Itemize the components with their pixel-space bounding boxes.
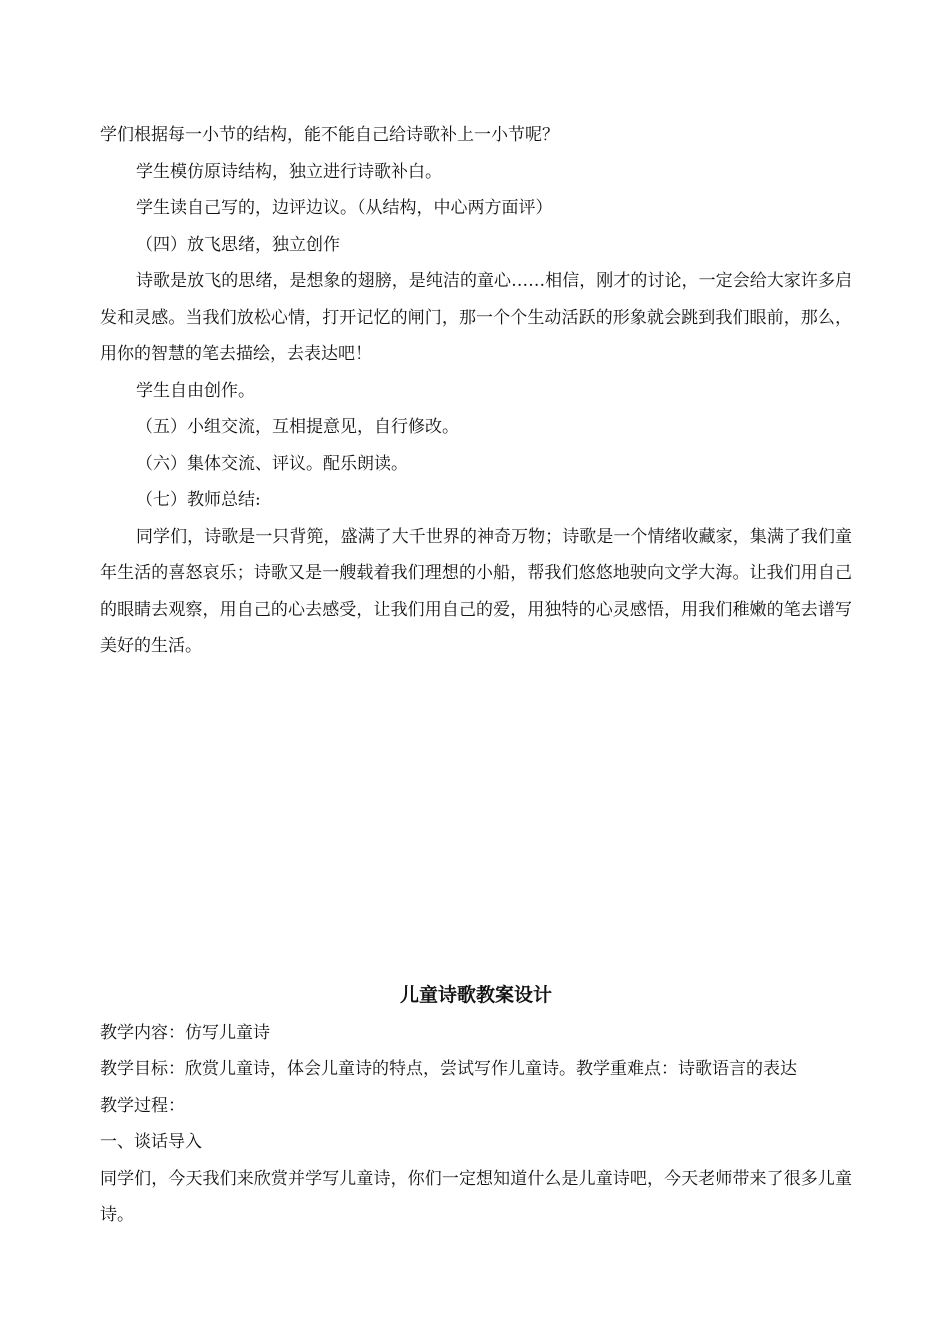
- lesson-title: 儿童诗歌教案设计: [399, 983, 552, 1006]
- paragraph: （六）集体交流、评议。配乐朗读。: [136, 453, 408, 474]
- paragraph: 教学内容：仿写儿童诗: [100, 1022, 270, 1043]
- lesson-plan-section: [100, 1015, 852, 1234]
- paragraph: 学生自由创作。: [136, 380, 255, 401]
- paragraph: 学生模仿原诗结构，独立进行诗歌补白。: [136, 161, 442, 182]
- previous-lesson-section: [100, 117, 852, 665]
- paragraph: 诗歌是放飞的思绪，是想象的翅膀，是纯洁的童心……相信，刚才的讨论，一定会给大家许多启发和灵感。当我们放松心情，打开记忆的闸门，那一个个生动活跃的形象就会跳到我们眼前，那么，用你的智慧的笔去描绘，去表达吧！: [100, 271, 852, 364]
- paragraph: 一、谈话导入: [100, 1132, 202, 1152]
- paragraph: 教学目标：欣赏儿童诗，体会儿童诗的特点，尝试写作儿童诗。教学重难点：诗歌语言的表达: [100, 1059, 797, 1079]
- paragraph: （七）教师总结:: [136, 490, 261, 510]
- paragraph: 学们根据每一小节的结构，能不能自己给诗歌补上一小节呢？: [100, 125, 559, 145]
- paragraph: 同学们，诗歌是一只背篼，盛满了大千世界的神奇万物；诗歌是一个情绪收藏家，集满了我们童年生活的喜怒哀乐；诗歌又是一艘载着我们理想的小船，帮我们悠悠地驶向文学大海。让我们用自己的眼睛去观察，用自己的心去感受，让我们用自己的爱，用独特的心灵感悟，用我们稚嫩的笔去谱写美好的生活。: [100, 526, 852, 656]
- paragraph: 学生读自己写的，边评边议。（从结构，中心两方面评）: [136, 198, 553, 218]
- paragraph: 同学们，今天我们来欣赏并学写儿童诗，你们一定想知道什么是儿童诗吧，今天老师带来了很多儿童诗。: [100, 1168, 852, 1225]
- document-page: [100, 117, 852, 1234]
- section-gap: [100, 665, 852, 977]
- paragraph: 教学过程：: [100, 1095, 185, 1116]
- paragraph: （五）小组交流，互相提意见，自行修改。: [136, 417, 459, 437]
- paragraph: （四）放飞思绪，独立创作: [136, 234, 340, 255]
